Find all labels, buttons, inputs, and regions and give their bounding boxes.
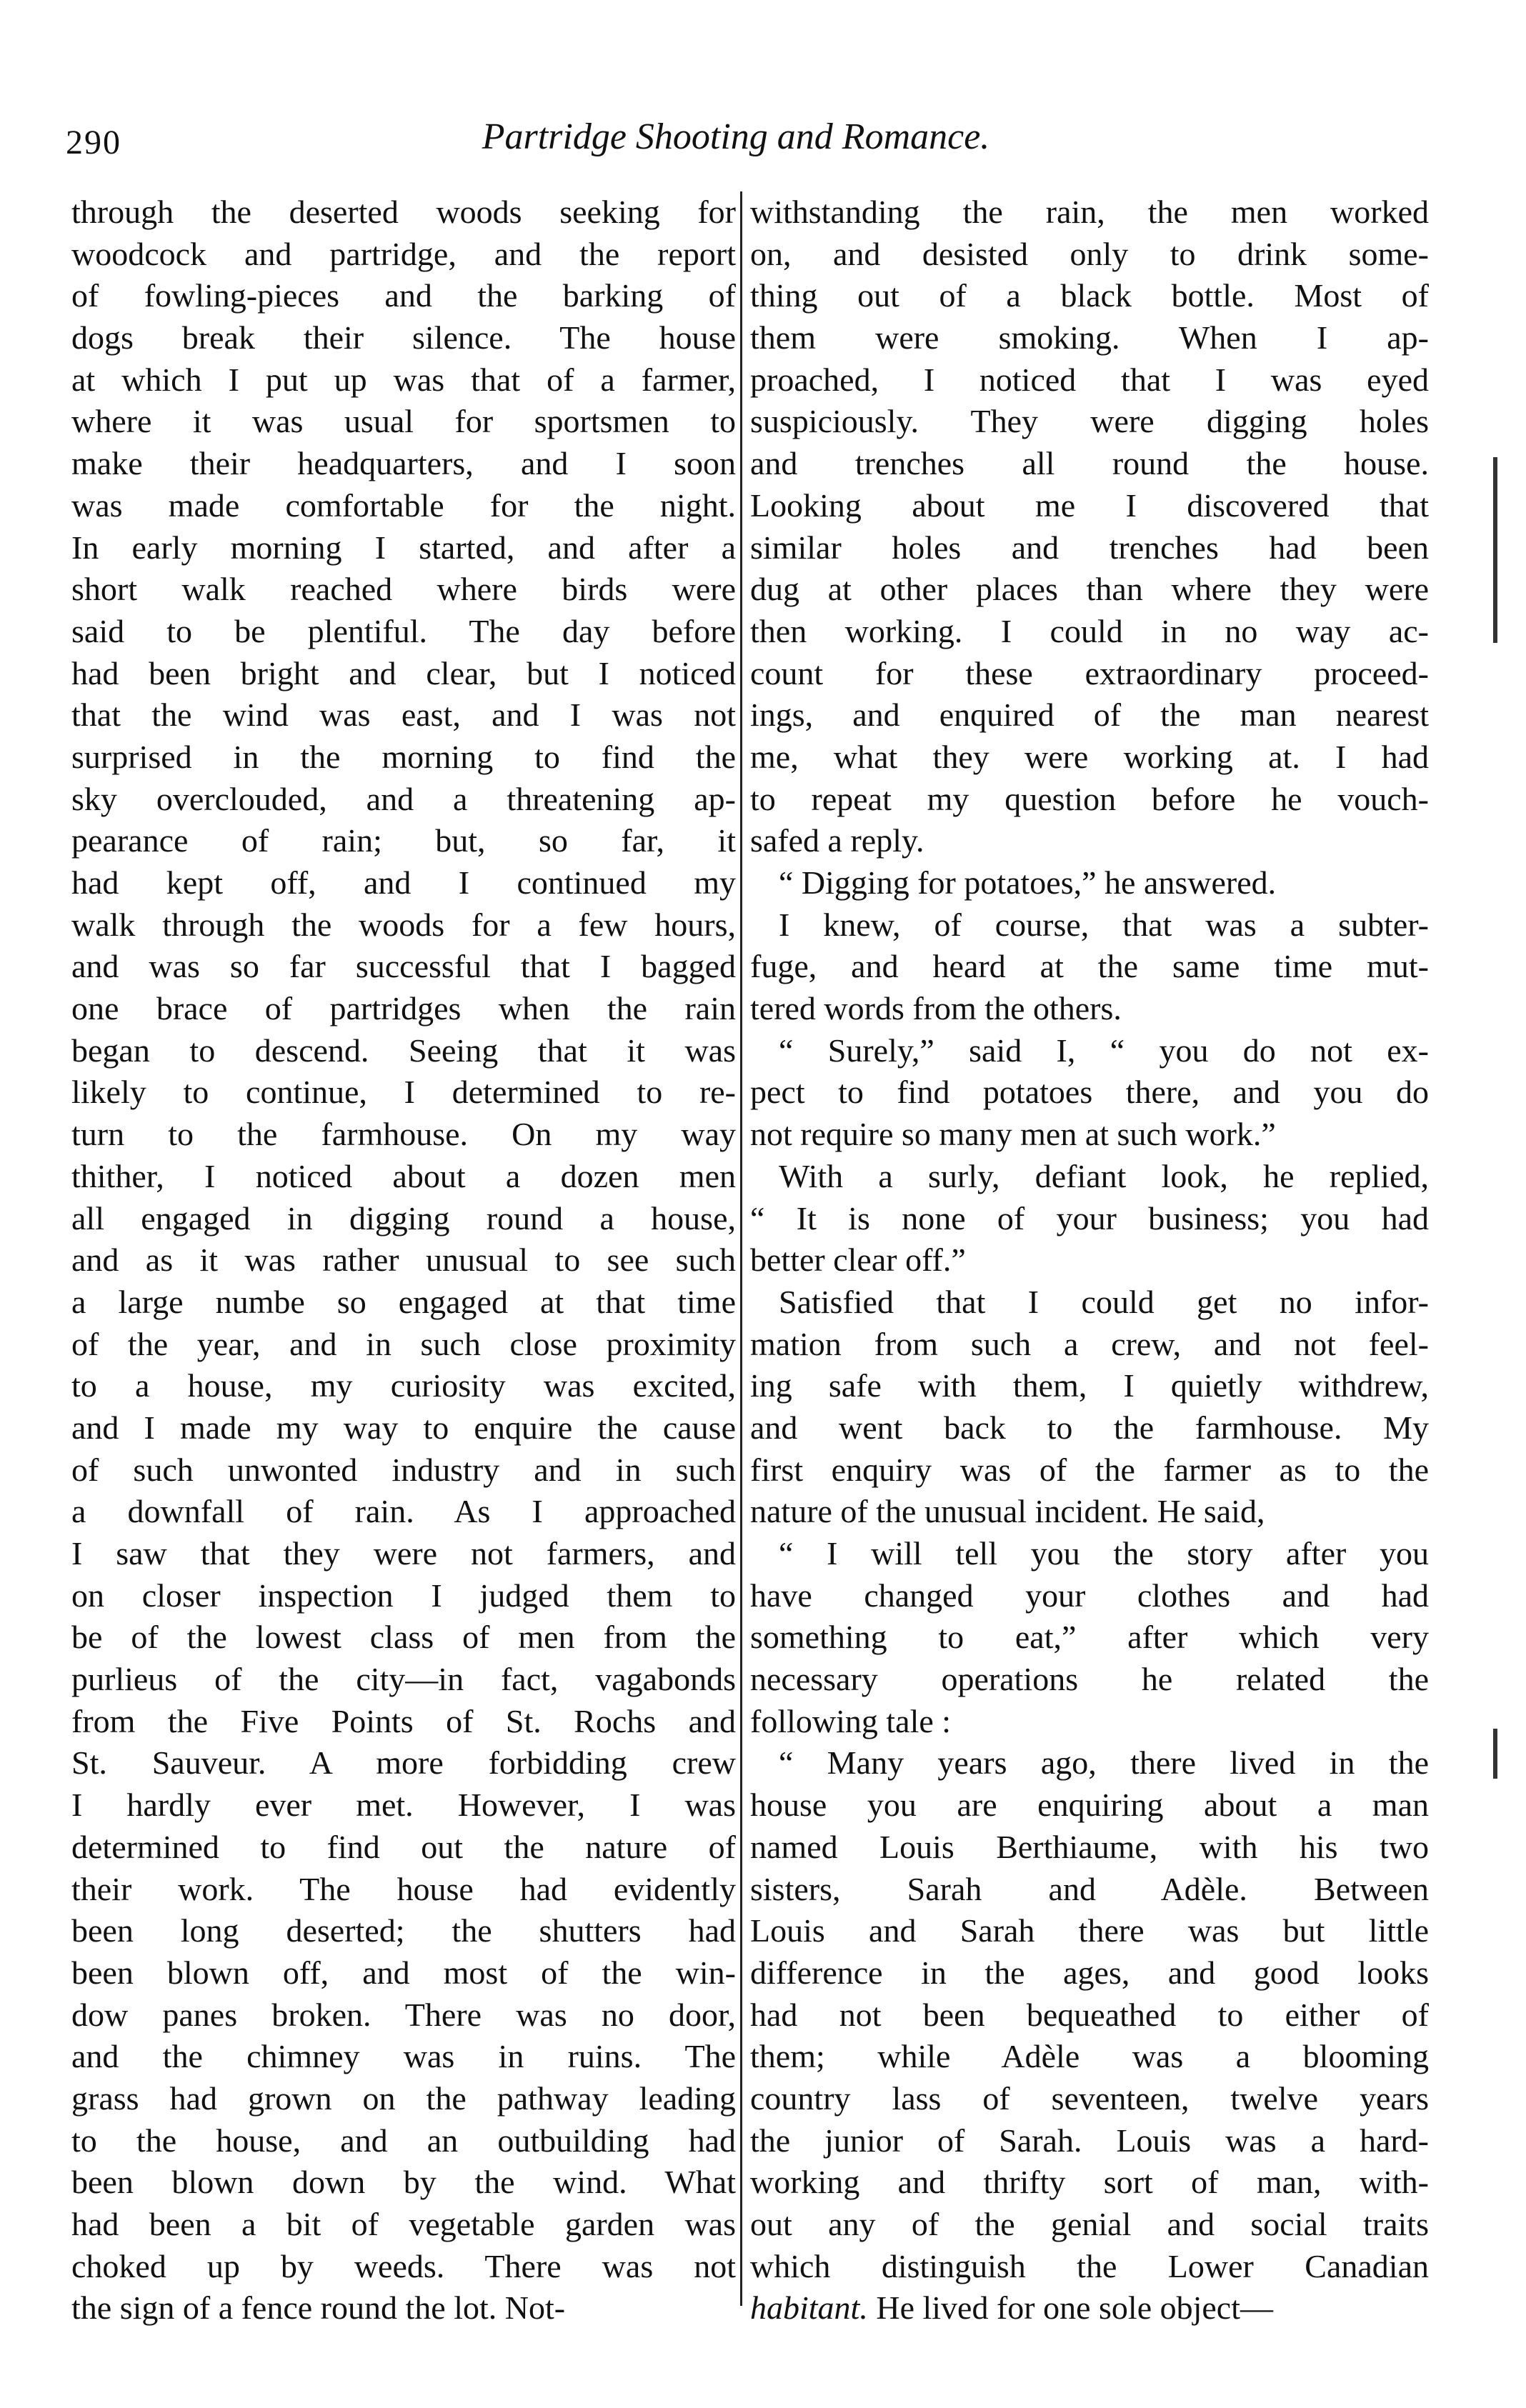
text-line [750,2287,1429,2329]
text-line: “ It is none of your business; you had [750,1199,1429,1237]
text-line: better clear off.” [750,1242,966,1279]
margin-mark [1493,457,1497,643]
text-line: suspiciously. They were digging holes [750,403,1429,440]
text-line: of such unwonted industry and in such [71,1451,736,1488]
text-line: then working. I could in no way ac- [750,612,1429,649]
text-line: of the year, and in such close proximity [71,1325,736,1362]
text-line: the junior of Sarah. Louis was a hard- [750,2122,1429,2159]
text-line: mation from such a crew, and not feel- [750,1325,1429,1362]
text-line: choked up by weeds. There was not [71,2247,736,2284]
text-line: said to be plentiful. The day before [71,612,736,649]
text-line: surprised in the morning to find the [71,738,736,775]
text-line: dogs break their silence. The house [71,319,736,356]
text-line: pect to find potatoes there, and you do [750,1074,1429,1111]
text-line: “ Surely,” said I, “ you do not ex- [779,1031,1429,1069]
text-line: thing out of a black bottle. Most of [750,277,1429,314]
text-line: to the house, and an outbuilding had [71,2122,736,2159]
text-line: and went back to the farmhouse. My [750,1409,1429,1446]
text-line: make their headquarters, and I soon [71,445,736,482]
text-line: Looking about me I discovered that [750,486,1429,524]
text-line: and as it was rather unusual to see such [71,1242,736,1279]
text-line: walk through the woods for a few hours, [71,906,736,943]
margin-mark [1493,1729,1497,1779]
text-line: been blown down by the wind. What [71,2164,736,2201]
text-line: thither, I noticed about a dozen men [71,1157,736,1194]
text-line: of fowling-pieces and the barking of [71,277,736,314]
text-line: the sign of a fence round the lot. Not- [71,2289,566,2327]
text-line: dug at other places than where they were [750,571,1429,608]
text-line: not require so many men at such work.” [750,1116,1276,1153]
text-line: woodcock and partridge, and the report [71,235,736,272]
text-line: St. Sauveur. A more forbidding crew [71,1744,736,1782]
text-line: them were smoking. When I ap- [750,319,1429,356]
text-line: With a surly, defiant look, he replied, [779,1157,1429,1194]
text-line: tered words from the others. [750,990,1122,1027]
text-line: their work. The house had evidently [71,1870,736,1907]
page-number: 290 [66,124,121,161]
column-divider [740,191,742,2306]
text-line: me, what they were working at. I had [750,738,1429,775]
text-line: Satisfied that I could get no infor- [779,1283,1429,1320]
text-line: I hardly ever met. However, I was [71,1787,736,1824]
text-line: ing safe with them, I quietly withdrew, [750,1367,1429,1404]
text-line: began to descend. Seeing that it was [71,1031,736,1069]
text-line: turn to the farmhouse. On my way [71,1116,736,1153]
text-line: In early morning I started, and after a [71,529,736,566]
text-line: them; while Adèle was a blooming [750,2038,1429,2075]
text-line: house you are enquiring about a man [750,1787,1429,1824]
text-line: and the chimney was in ruins. The [71,2038,736,2075]
text-line: that the wind was east, and I was not [71,696,736,734]
text-line: and trenches all round the house. [750,445,1429,482]
text-line: a large numbe so engaged at that time [71,1283,736,1320]
text-line: out any of the genial and social traits [750,2206,1429,2242]
text-line: one brace of partridges when the rain [71,990,736,1027]
text-line: at which I put up was that of a farmer, [71,361,736,398]
right-column [750,191,1429,2329]
text-line: I knew, of course, that was a subter- [779,906,1429,943]
text-line: dow panes broken. There was no door, [71,1996,736,2033]
text-line: had been bright and clear, but I noticed [71,654,736,691]
text-line: nature of the unusual incident. He said, [750,1493,1265,1530]
text-line: which distinguish the Lower Canadian [750,2247,1429,2284]
text-line: all engaged in digging round a house, [71,1199,736,1237]
text-line: be of the lowest class of men from the [71,1619,736,1656]
text-line: proached, I noticed that I was eyed [750,361,1429,398]
text-line: working and thrifty sort of man, with- [750,2164,1429,2201]
text-line: been long deserted; the shutters had [71,1912,736,1949]
text-line: where it was usual for sportsmen to [71,403,736,440]
text-line: safed a reply. [750,822,924,859]
text-line: fuge, and heard at the same time mut- [750,948,1429,985]
text-line: “ Digging for potatoes,” he answered. [779,864,1277,901]
text-line: count for these extraordinary proceed- [750,654,1429,691]
text-line: Louis and Sarah there was but little [750,1912,1429,1949]
text-line: named Louis Berthiaume, with his two [750,1828,1429,1865]
text-line: difference in the ages, and good looks [750,1954,1429,1991]
text-line: was made comfortable for the night. [71,486,736,524]
text-line: ings, and enquired of the man nearest [750,696,1429,734]
text-line: withstanding the rain, the men worked [750,194,1429,230]
text-line: and was so far successful that I bagged [71,948,736,985]
text-line: grass had grown on the pathway leading [71,2079,736,2117]
text-line: short walk reached where birds were [71,571,736,608]
text-line: pearance of rain; but, so far, it [71,822,736,859]
text-line: country lass of seventeen, twelve years [750,2079,1429,2117]
text-line: first enquiry was of the farmer as to the [750,1451,1429,1488]
text-line: determined to find out the nature of [71,1828,736,1865]
text-line: from the Five Points of St. Rochs and [71,1702,736,1739]
text-line: “ Many years ago, there lived in the [779,1744,1429,1782]
text-line: had not been bequeathed to either of [750,1996,1429,2033]
text-line: sky overclouded, and a threatening ap- [71,780,736,817]
text-line: similar holes and trenches had been [750,529,1429,566]
text-line: on, and desisted only to drink some- [750,235,1429,272]
text-line: “ I will tell you the story after you [779,1535,1429,1572]
italic-word: habitant. [750,2289,868,2327]
text-line: to a house, my curiosity was excited, [71,1367,736,1404]
text-line: had kept off, and I continued my [71,864,736,901]
text-line: a downfall of rain. As I approached [71,1493,736,1530]
running-title: Partridge Shooting and Romance. [482,116,990,157]
text-line: to repeat my question before he vouch- [750,780,1429,817]
text-line: through the deserted woods seeking for [71,194,736,230]
line-rest: He lived for one sole object— [867,2289,1274,2327]
text-line: I saw that they were not farmers, and [71,1535,736,1572]
text-line: likely to continue, I determined to re- [71,1074,736,1111]
text-line: purlieus of the city—in fact, vagabonds [71,1661,736,1698]
left-column [71,191,736,2329]
text-line: have changed your clothes and had [750,1577,1429,1614]
text-line: sisters, Sarah and Adèle. Between [750,1870,1429,1907]
text-line: necessary operations he related the [750,1661,1429,1698]
text-line: been blown off, and most of the win- [71,1954,736,1991]
text-line: and I made my way to enquire the cause [71,1409,736,1446]
text-line: following tale : [750,1702,952,1739]
text-line: had been a bit of vegetable garden was [71,2206,736,2242]
text-line: on closer inspection I judged them to [71,1577,736,1614]
text-line: something to eat,” after which very [750,1619,1429,1656]
